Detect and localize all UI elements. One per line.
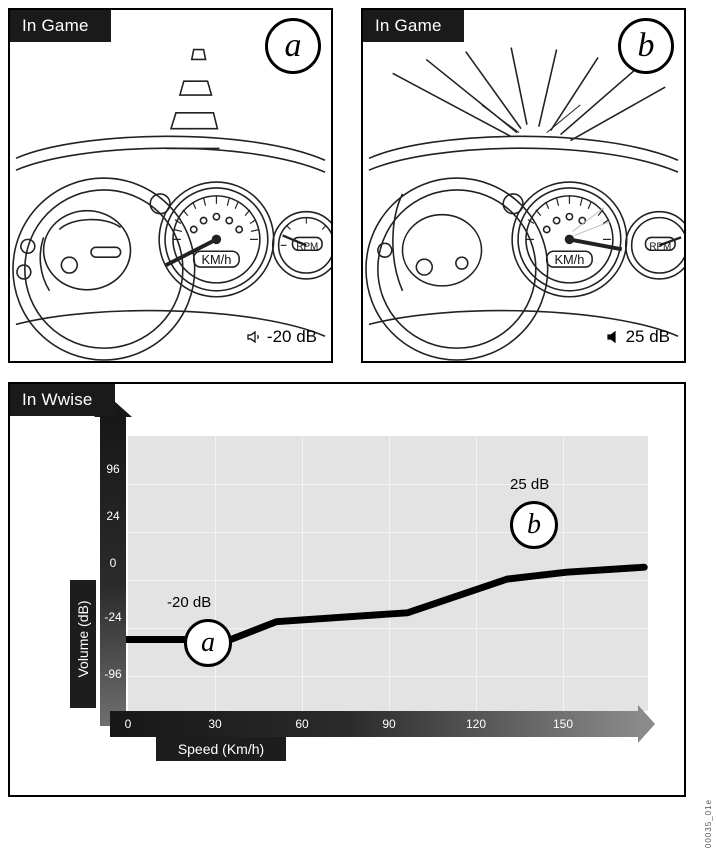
panel-tab-label-b: In Game (363, 10, 464, 42)
grid-line (302, 436, 303, 711)
grid-line (128, 532, 648, 533)
grid-line (476, 436, 477, 711)
in-wwise-panel (8, 382, 686, 797)
y-tick-label: -24 (104, 610, 122, 624)
figure-code: 00035_01e (704, 799, 713, 848)
x-tick-label: 90 (382, 717, 396, 731)
gauge-rpm-unit-b: RPM (649, 241, 672, 253)
grid-line (128, 580, 648, 581)
in-game-panel-b (361, 8, 686, 363)
panel-badge-b: b (618, 18, 674, 74)
gauge-rpm-unit-a: RPM (296, 241, 319, 253)
annotation-badge-b: b (510, 501, 558, 549)
annotation-badge-a: a (184, 619, 232, 667)
y-tick-label: 96 (106, 462, 120, 476)
y-tick-label: 0 (109, 556, 117, 570)
grid-line (215, 436, 216, 711)
x-axis-label-box (156, 737, 286, 761)
grid-line (128, 676, 648, 677)
x-axis-label: Speed (Km/h) (177, 741, 265, 757)
panel-badge-a: a (265, 18, 321, 74)
x-axis-arrow (638, 705, 655, 743)
x-tick-label: 60 (295, 717, 309, 731)
x-tick-label: 0 (124, 717, 132, 731)
grid-line (128, 484, 648, 485)
panel-tab-label-a: In Game (10, 10, 111, 42)
db-readout-b (605, 327, 670, 347)
db-value-b: 25 dB (625, 327, 670, 346)
annotation-label-b: 25 dB (510, 476, 550, 493)
db-readout-a (246, 327, 317, 347)
grid-line (563, 436, 564, 711)
speaker-high-icon (605, 329, 621, 345)
gauge-speed-unit-a: KM/h (201, 252, 232, 268)
x-tick-label: 30 (208, 717, 222, 731)
y-axis-label: Volume (dB) (75, 600, 91, 678)
speaker-low-icon (246, 329, 262, 345)
y-tick-label: -96 (104, 667, 122, 681)
x-tick-label: 120 (465, 717, 487, 731)
y-tick-label: 24 (106, 509, 120, 523)
grid-line (389, 436, 390, 711)
y-axis-label-box (70, 580, 96, 708)
x-tick-label: 150 (552, 717, 574, 731)
in-game-panel-a (8, 8, 333, 363)
annotation-label-a: -20 dB (167, 594, 212, 611)
gauge-speed-unit-b: KM/h (554, 252, 585, 268)
db-value-a: -20 dB (266, 327, 317, 346)
panel-tab-label-wwise: In Wwise (10, 384, 115, 416)
chart-plot-area (128, 436, 648, 711)
